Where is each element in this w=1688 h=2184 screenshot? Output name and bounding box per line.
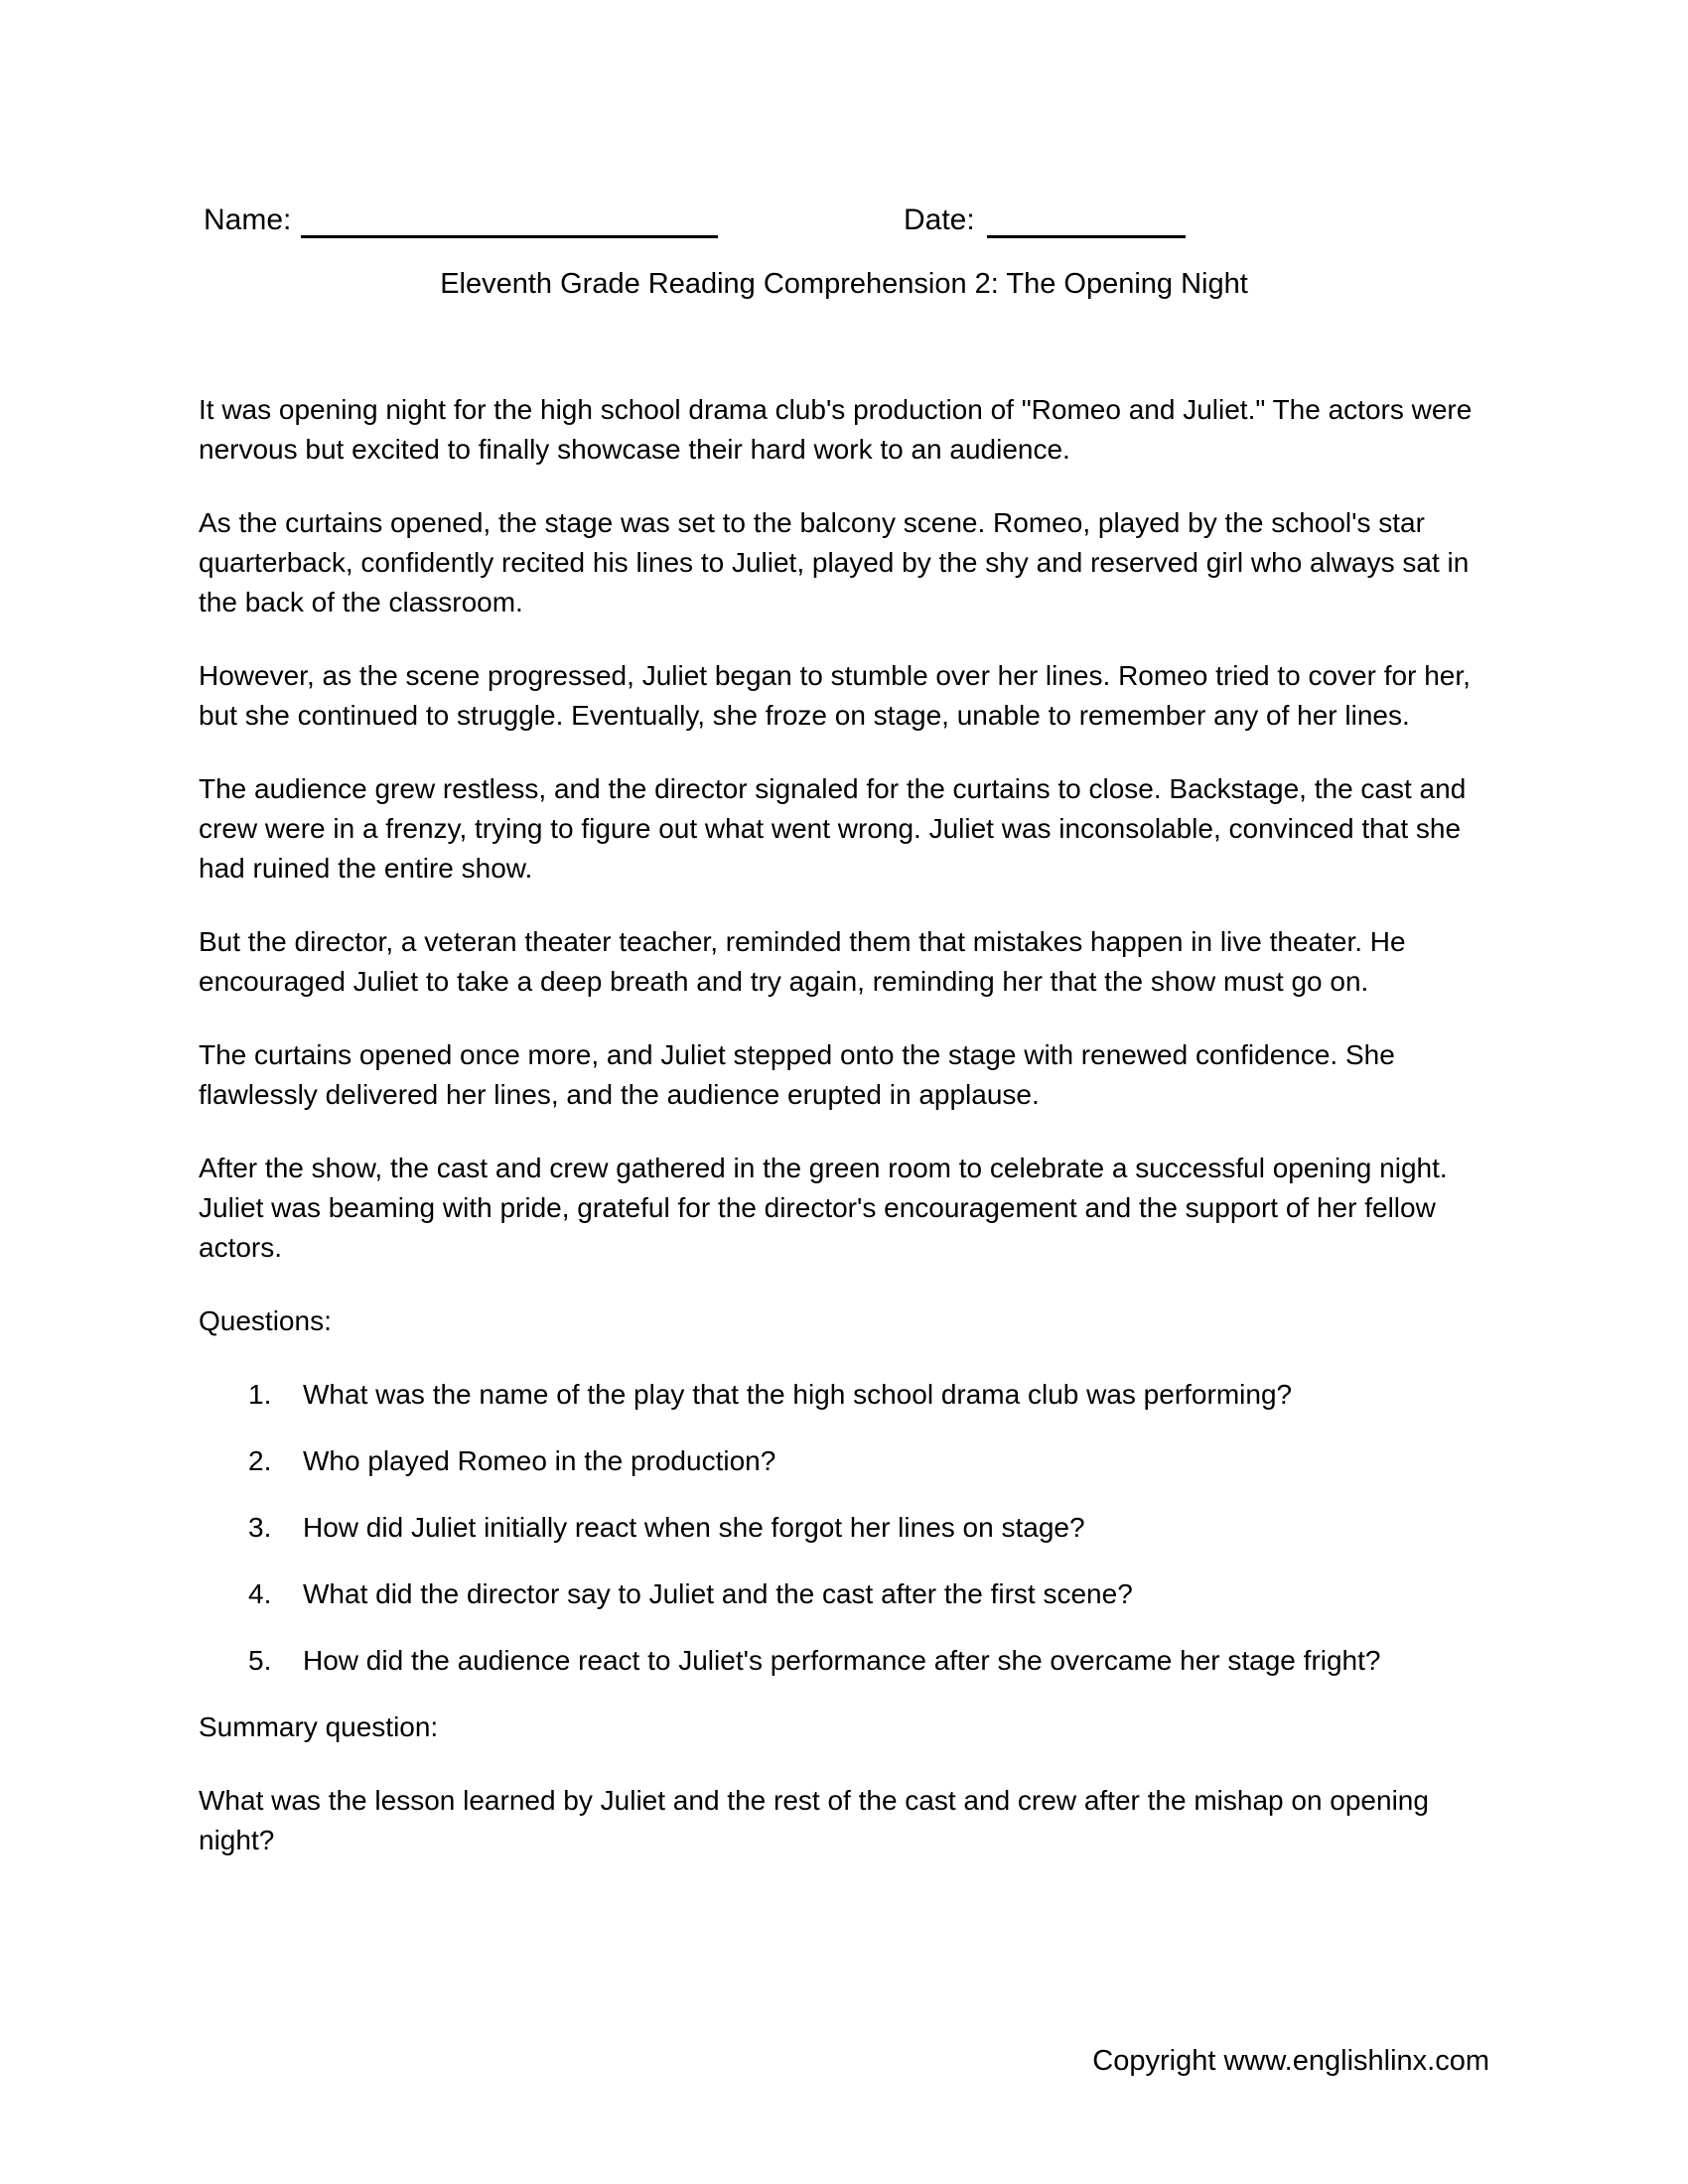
story-paragraph-7: After the show, the cast and crew gathered in the green room to celebrate a successful opening night. Juliet was beaming with pride, grateful for the director's encouragement and the support of her fellow actors. <box>199 1153 1448 1263</box>
copyright-notice: Copyright www.englishlinx.com <box>1092 2045 1489 2077</box>
name-blank-line <box>301 205 718 238</box>
question-item-5 <box>248 1641 1494 1681</box>
question-text: How did Juliet initially react when she forgot her lines on stage? <box>303 1512 1085 1543</box>
question-number: 5. <box>248 1645 272 1676</box>
question-item-1 <box>248 1375 1494 1415</box>
story-paragraph-4: The audience grew restless, and the director signaled for the curtains to close. Backstage, the cast and crew were in a frenzy, trying to figure out what went wrong. Juliet was inconsolable, convinced that she had ruined the entire show. <box>199 773 1467 884</box>
questions-list <box>199 1375 1494 1681</box>
story-paragraph-3: However, as the scene progressed, Juliet began to stumble over her lines. Romeo tried to cover for her, but she continued to struggle. Eventually, she froze on stage, unable to remember any of her lines. <box>199 660 1471 731</box>
worksheet-title: Eleventh Grade Reading Comprehension 2: The Opening Night <box>440 268 1248 300</box>
question-number: 2. <box>248 1445 272 1476</box>
name-label: Name: <box>204 204 292 236</box>
question-item-2 <box>248 1441 1494 1481</box>
question-text: How did the audience react to Juliet's performance after she overcame her stage fright? <box>303 1645 1381 1676</box>
question-text: What did the director say to Juliet and the cast after the first scene? <box>303 1578 1133 1609</box>
question-number: 4. <box>248 1578 272 1609</box>
questions-label: Questions: <box>199 1305 332 1336</box>
name-field-group <box>204 203 718 238</box>
story-paragraph-6: The curtains opened once more, and Juliet stepped onto the stage with renewed confidence. She flawlessly delivered her lines, and the audience erupted in applause. <box>199 1039 1395 1110</box>
date-field-group <box>904 203 1186 238</box>
date-blank-line <box>987 205 1186 238</box>
question-item-4 <box>248 1574 1494 1614</box>
question-number: 1. <box>248 1379 272 1410</box>
question-number: 3. <box>248 1512 272 1543</box>
story-paragraph-5: But the director, a veteran theater teacher, reminded them that mistakes happen in live theater. He encouraged Juliet to take a deep breath and try again, reminding her that the show must go on. <box>199 926 1406 997</box>
story-paragraph-1: It was opening night for the high school drama club's production of "Romeo and Juliet." The actors were nervous but excited to finally showcase their hard work to an audience. <box>199 394 1473 465</box>
date-label: Date: <box>904 204 975 236</box>
story-paragraph-2: As the curtains opened, the stage was set to the balcony scene. Romeo, played by the school's star quarterback, confidently recited his lines to Juliet, played by the shy and reserved girl who always sat in the back of the classroom. <box>199 507 1470 617</box>
worksheet-body <box>199 390 1494 1860</box>
question-item-3 <box>248 1508 1494 1548</box>
summary-question-text: What was the lesson learned by Juliet and the rest of the cast and crew after the mishap on opening night? <box>199 1785 1429 1855</box>
summary-question-label: Summary question: <box>199 1711 439 1742</box>
question-text: What was the name of the play that the high school drama club was performing? <box>303 1379 1293 1410</box>
question-text: Who played Romeo in the production? <box>303 1445 776 1476</box>
